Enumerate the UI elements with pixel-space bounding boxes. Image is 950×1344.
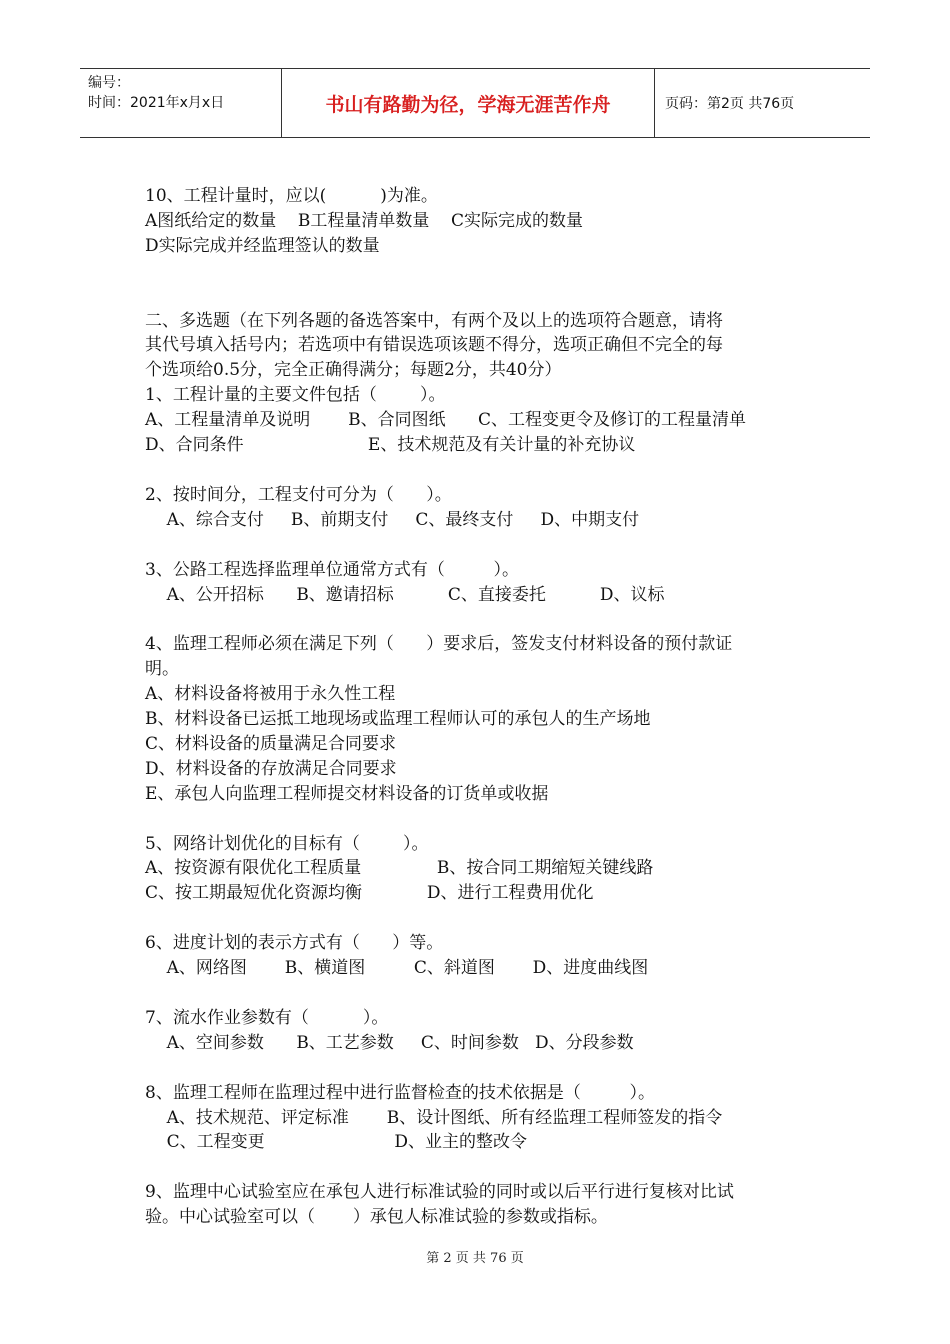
text-line: 3、公路工程选择监理单位通常方式有（ ）。 <box>145 559 519 580</box>
text-line: C、工程变更 D、业主的整改令 <box>145 1132 527 1153</box>
page-footer: 第 2 页 共 76 页 <box>426 1251 524 1266</box>
header-meta <box>80 69 282 137</box>
text-line: A、材料设备将被用于永久性工程 <box>145 684 396 705</box>
text-line: C、按工期最短优化资源均衡 D、进行工程费用优化 <box>145 883 594 904</box>
text-line: D、材料设备的存放满足合同要求 <box>145 758 397 779</box>
text-line: A、技术规范、评定标准 B、设计图纸、所有经监理工程师签发的指令 <box>145 1107 723 1128</box>
text-line: 6、进度计划的表示方式有（ ）等。 <box>145 933 444 954</box>
text-line: 2、按时间分，工程支付可分为（ ）。 <box>145 484 452 505</box>
text-line: A、空间参数 B、工艺参数 C、时间参数 D、分段参数 <box>145 1032 634 1053</box>
blank-line <box>145 1155 810 1180</box>
text-line: 4、监理工程师必须在满足下列（ ）要求后，签发支付材料设备的预付款证 <box>145 634 733 655</box>
time-label: 时间：2021年x月x日 <box>88 95 225 111</box>
text-line: A、公开招标 B、邀请招标 C、直接委托 D、议标 <box>145 584 665 605</box>
text-line: 明。 <box>145 659 179 680</box>
blank-line <box>145 458 810 483</box>
blank-line <box>145 981 810 1006</box>
blank-line <box>145 284 810 309</box>
text-line: B、材料设备已运抵工地现场或监理工程师认可的承包人的生产场地 <box>145 709 651 730</box>
blank-line <box>145 807 810 832</box>
text-line: 9、监理中心试验室应在承包人进行标准试验的同时或以后平行进行复核对比试 <box>145 1182 734 1203</box>
text-line: 10、工程计量时，应以( )为准。 <box>145 186 438 206</box>
blank-line <box>145 906 810 931</box>
blank-line <box>145 259 810 284</box>
text-line: 1、工程计量的主要文件包括（ ）。 <box>145 385 446 406</box>
text-line: 二、多选题（在下列各题的备选答案中，有两个及以上的选项符合题意，请将 <box>145 310 723 331</box>
text-line: A、工程量清单及说明 B、合同图纸 C、工程变更令及修订的工程量清单 <box>145 410 747 431</box>
blank-line <box>145 607 810 632</box>
document-body <box>145 184 810 1230</box>
text-line: A、网络图 B、横道图 C、斜道图 D、进度曲线图 <box>145 958 649 979</box>
text-line: A、综合支付 B、前期支付 C、最终支付 D、中期支付 <box>145 509 640 530</box>
text-line: A图纸给定的数量 B工程量清单数量 C实际完成的数量 <box>145 210 584 231</box>
text-line: C、材料设备的质量满足合同要求 <box>145 733 397 754</box>
text-line: 个选项给0.5分，完全正确得满分；每题2分，共40分） <box>145 360 562 381</box>
blank-line <box>145 533 810 558</box>
page-header <box>80 68 870 138</box>
number-label: 编号： <box>88 75 130 91</box>
text-line: 5、网络计划优化的目标有（ ）。 <box>145 833 429 854</box>
header-page-info: 页码：第2页 共76页 <box>665 96 795 112</box>
text-line: 8、监理工程师在监理过程中进行监督检查的技术依据是（ ）。 <box>145 1082 655 1103</box>
text-line: A、按资源有限优化工程质量 B、按合同工期缩短关键线路 <box>145 858 654 879</box>
text-line: 验。中心试验室可以（ ）承包人标准试验的参数或指标。 <box>145 1207 608 1228</box>
text-line: 7、流水作业参数有（ ）。 <box>145 1007 389 1028</box>
text-line: 其代号填入括号内；若选项中有错误选项该题不得分，选项正确但不完全的每 <box>145 335 723 356</box>
header-motto: 书山有路勤为径，学海无涯苦作舟 <box>282 69 655 137</box>
text-line: E、承包人向监理工程师提交材料设备的订货单或收据 <box>145 783 549 804</box>
text-line: D、合同条件 E、技术规范及有关计量的补充协议 <box>145 435 636 456</box>
blank-line <box>145 1056 810 1081</box>
text-line: D实际完成并经监理签认的数量 <box>145 235 380 256</box>
